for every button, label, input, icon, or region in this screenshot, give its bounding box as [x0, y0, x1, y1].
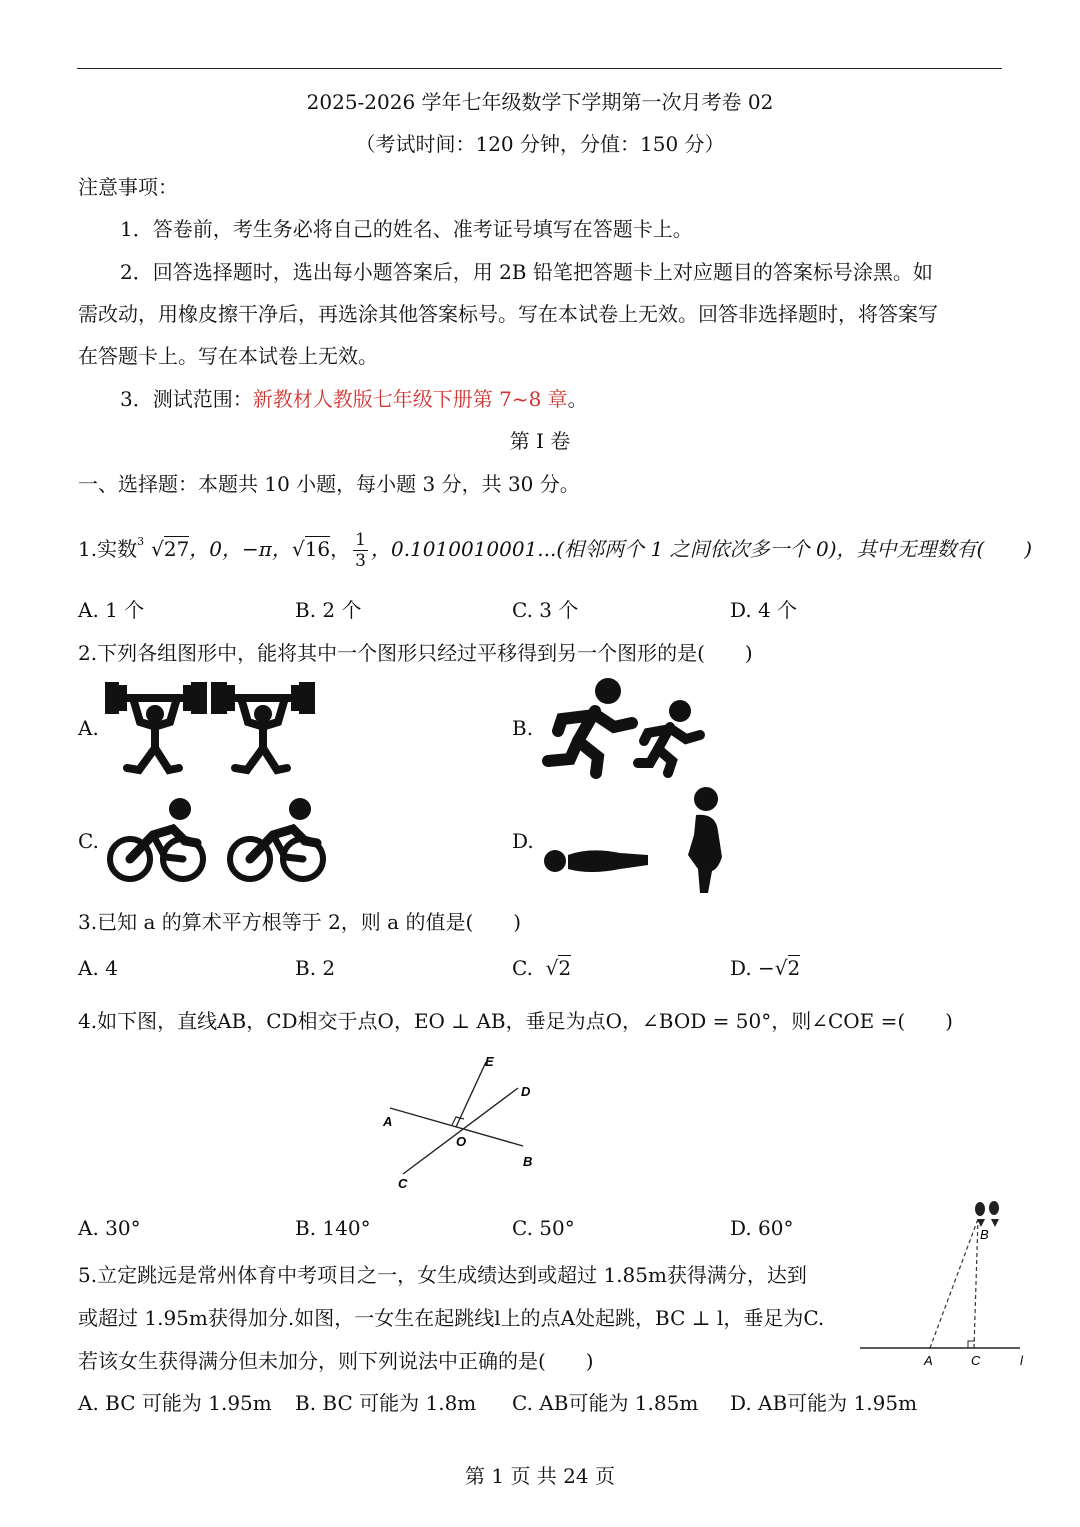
notice-heading: 注意事项： — [78, 175, 178, 199]
label-b: B — [980, 1227, 989, 1242]
q5-option-c: C. AB可能为 1.85m — [512, 1391, 699, 1415]
q5-option-b: B. BC 可能为 1.8m — [295, 1391, 477, 1415]
question-5-line1: 5.立定跳远是常州体育中考项目之一，女生成绩达到或超过 1.85m获得满分，达到 — [78, 1263, 807, 1287]
runner-icon-small — [638, 700, 700, 773]
q1-fraction: $\frac{1}{3}$ — [355, 530, 366, 571]
label-d: D — [521, 1084, 531, 1099]
label-a: A — [924, 1353, 933, 1368]
q4-option-a: A. 30° — [78, 1216, 141, 1240]
q5-option-d: D. AB可能为 1.95m — [730, 1391, 918, 1415]
label-o: O — [456, 1134, 467, 1149]
notice-item-2-line3: 在答题卡上。写在本试卷上无效。 — [78, 344, 378, 368]
cyclist-icon — [230, 798, 323, 879]
q4-option-d: D. 60° — [730, 1216, 794, 1240]
page-footer: 第 1 页 共 24 页 — [465, 1464, 615, 1488]
q1-cbrt: 3 √27 — [137, 535, 190, 561]
segment-bc — [974, 1219, 978, 1348]
cyclist-icon — [110, 798, 203, 879]
label-c: C — [398, 1176, 408, 1191]
q2-label-b: B. — [512, 716, 534, 740]
segment-ab — [930, 1219, 978, 1348]
line-cd — [403, 1088, 518, 1174]
weightlifter-figures — [105, 680, 315, 778]
line-eo — [456, 1062, 486, 1127]
q4-option-b: B. 140° — [295, 1216, 371, 1240]
q1-sep2: ， — [330, 537, 351, 561]
weightlifter-icon — [215, 686, 311, 770]
weightlifter-icon — [107, 686, 203, 770]
q2-label-a: A. — [78, 716, 99, 740]
header-rule — [77, 68, 1002, 69]
q3-option-c: C. √2 — [512, 956, 572, 980]
q1-option-b: B. 2 个 — [295, 598, 362, 622]
footprints-icon — [975, 1201, 999, 1227]
q2-label-c: C. — [78, 829, 99, 853]
test-range: 新教材人教版七年级下册第 7~8 章 — [252, 387, 568, 411]
notice-item-1: 1．答卷前，考生务必将自己的姓名、准考证号填写在答题卡上。 — [120, 217, 693, 241]
question-1 — [78, 530, 1032, 571]
cyclist-figures — [105, 795, 330, 885]
q5-figure — [860, 1195, 1040, 1375]
q1-option-c: C. 3 个 — [512, 598, 579, 622]
q1-sqrt: √16 — [291, 537, 331, 561]
label-c: C — [971, 1353, 981, 1368]
q4-figure — [378, 1048, 558, 1196]
exam-subtitle: （考试时间：120 分钟，分值：150 分） — [355, 132, 725, 156]
q3-option-d: D. −√2 — [730, 956, 801, 980]
notice-item-3 — [120, 383, 588, 412]
runner-icon-large — [548, 678, 632, 773]
runner-figures — [540, 675, 710, 780]
question-2: 2.下列各组图形中，能将其中一个图形只经过平移得到另一个图形的是( ) — [78, 641, 753, 665]
label-l: l — [1020, 1353, 1023, 1368]
notice-item-2-line1: 2．回答选择题时，选出每小题答案后，用 2B 铅笔把答题卡上对应题目的答案标号涂黑。如 — [120, 260, 933, 284]
q1-option-d: D. 4 个 — [730, 598, 798, 622]
question-3: 3.已知 a 的算术平方根等于 2，则 a 的值是( ) — [78, 910, 522, 934]
q5-option-a: A. BC 可能为 1.95m — [78, 1391, 272, 1415]
label-b: B — [523, 1154, 533, 1169]
standing-figure-icon — [688, 787, 722, 893]
lying-standing-figures — [540, 785, 740, 895]
notice-item-2-line2: 需改动，用橡皮擦干净后，再选涂其他答案标号。写在本试卷上无效。回答非选择题时，将答案写 — [78, 302, 938, 326]
question-4: 4.如下图，直线AB，CD相交于点O，EO ⊥ AB，垂足为点O，∠BOD = 50°，则∠COE =( ) — [78, 1009, 953, 1033]
q2-label-d: D. — [512, 829, 534, 853]
question-5-line2: 或超过 1.95m获得加分.如图，一女生在起跳线l上的点A处起跳，BC ⊥ l，垂足为C. — [78, 1306, 825, 1330]
notice-item-3-suffix: 。 — [567, 387, 588, 411]
label-a: A — [383, 1114, 393, 1129]
label-e: E — [485, 1054, 494, 1069]
q3-option-b: B. 2 — [295, 956, 336, 980]
q3-option-a: A. 4 — [78, 956, 118, 980]
lying-figure-icon — [544, 850, 648, 872]
q1-lead: 1.实数 — [78, 537, 138, 561]
notice-item-3-prefix: 3．测试范围： — [120, 387, 253, 411]
volume-heading: 第 I 卷 — [509, 429, 571, 453]
question-5-line3: 若该女生获得满分但未加分，则下列说法中正确的是( ) — [78, 1349, 594, 1373]
exam-title: 2025-2026 学年七年级数学下学期第一次月考卷 02 — [306, 90, 774, 114]
q1-sep1: ，0，−π， — [189, 537, 292, 561]
q4-option-c: C. 50° — [512, 1216, 575, 1240]
q1-option-a: A. 1 个 — [78, 598, 145, 622]
q1-tail: ，0.1010010001...(相邻两个 1 之间依次多一个 0)，其中无理数有( ) — [370, 537, 1033, 561]
part-heading: 一、选择题：本题共 10 小题，每小题 3 分，共 30 分。 — [78, 472, 580, 496]
